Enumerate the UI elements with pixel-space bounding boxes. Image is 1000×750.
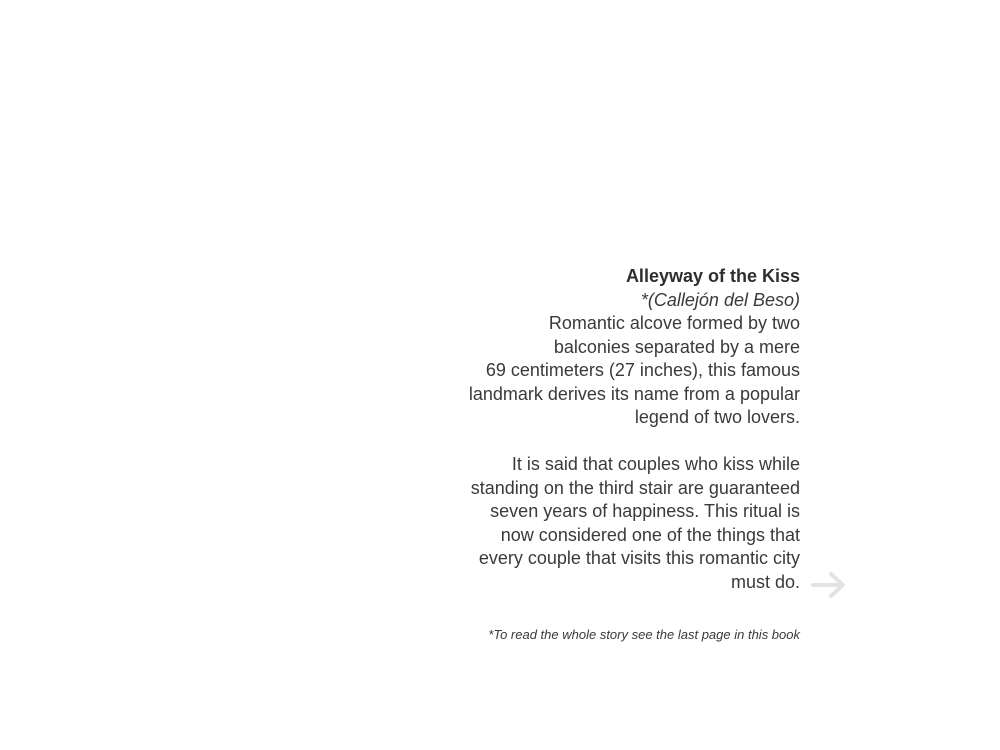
paragraph-1-line: legend of two lovers.: [634, 407, 800, 427]
paragraph-2-line: every couple that visits this romantic city: [478, 548, 800, 568]
paragraph-spacer: [400, 430, 800, 454]
article-text-block: [400, 265, 800, 594]
paragraph-2-line: now considered one of the things that: [500, 524, 800, 545]
article-title: Alleyway of the Kiss: [625, 266, 800, 286]
arrow-right-icon-graphic: [810, 570, 848, 600]
paragraph-1-line: 69 centimeters (27 inches), this famous: [485, 360, 800, 380]
paragraph-1-line: Romantic alcove formed by two: [548, 313, 800, 333]
paragraph-2-line: It is said that couples who kiss while: [511, 454, 800, 474]
paragraph-1-line: landmark derives its name from a popular: [468, 383, 800, 404]
footnote: *To read the whole story see the last page in this book: [488, 627, 800, 642]
paragraph-1-line: balconies separated by a mere: [553, 336, 800, 357]
paragraph-2-line: standing on the third stair are guaranteed: [470, 477, 800, 498]
paragraph-2-line: seven years of happiness. This ritual is: [490, 501, 800, 521]
article-subtitle: *(Callejón del Beso): [640, 289, 800, 310]
paragraph-2-line: must do.: [730, 571, 800, 592]
arrow-right-icon[interactable]: [810, 570, 848, 600]
